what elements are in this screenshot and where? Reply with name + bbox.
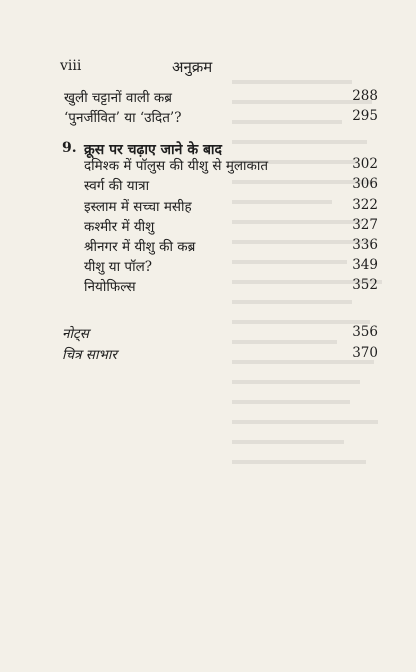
toc-entry-title: कश्मीर में यीशु (84, 219, 155, 235)
toc-entry-page: 370 (352, 345, 378, 361)
toc-entry-page: 288 (352, 88, 378, 104)
chapter-title: क्रूस पर चढ़ाए जाने के बाद (84, 142, 222, 158)
toc-entry-page: 302 (352, 156, 378, 172)
toc-entry-title: श्रीनगर में यीशु की कब्र (84, 239, 196, 255)
toc-entry (0, 197, 416, 217)
page-title: अनुक्रम (172, 58, 213, 76)
toc-entry-title: इस्लाम में सच्चा मसीह (84, 199, 192, 215)
toc-entry-title: दमिश्क में पॉलुस की यीशु से मुलाकात (84, 158, 269, 174)
toc-entry-title: खुली चट्टानों वाली कब्र (64, 90, 172, 106)
toc-entry-page: 322 (352, 197, 378, 213)
show-through-text (232, 80, 382, 550)
toc-entry (0, 108, 416, 128)
toc-entry-title: स्वर्ग की यात्रा (84, 178, 150, 194)
toc-entry (0, 277, 416, 297)
toc-entry-page: 336 (352, 237, 378, 253)
toc-entry-title: नियोफिल्स (84, 279, 136, 295)
toc-entry-page: 349 (352, 257, 378, 273)
toc-entry (0, 237, 416, 257)
toc-entry-picture-credits (0, 345, 416, 365)
page-number: viii (60, 58, 82, 74)
toc-entry-title: यीशु या पॉल? (84, 259, 152, 275)
toc-entry (0, 156, 416, 176)
toc-entry (0, 176, 416, 196)
toc-entry-page: 356 (352, 324, 378, 340)
toc-entry-title: चित्र साभार (62, 347, 117, 363)
toc-entry (0, 217, 416, 237)
toc-entry-page: 327 (352, 217, 378, 233)
toc-entry-title: ‘पुनर्जीवित’ या ‘उदित’? (64, 110, 182, 126)
toc-entry (0, 88, 416, 108)
toc-entry-page: 295 (352, 108, 378, 124)
toc-entry-page: 352 (352, 277, 378, 293)
toc-entry (0, 257, 416, 277)
toc-entry-notes (0, 324, 416, 344)
toc-entry-page: 306 (352, 176, 378, 192)
chapter-number: 9. (62, 140, 77, 156)
toc-entry-title: नोट्स (62, 326, 89, 342)
